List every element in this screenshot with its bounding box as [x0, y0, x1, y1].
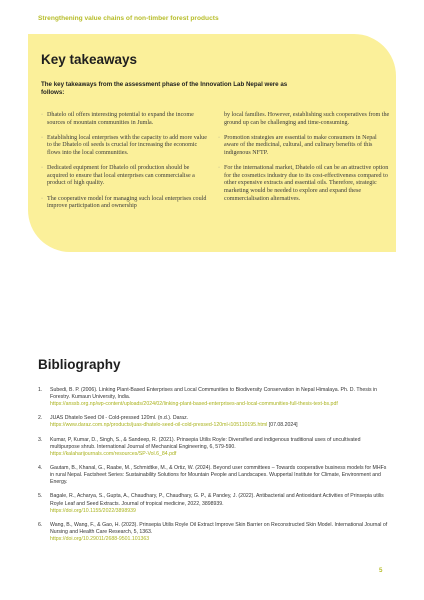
takeaway-text: Establishing local enterprises with the capacity to add more value to the Dhatelo oil seeds is crucial for increasing the economic flows into the local communities.	[47, 134, 207, 156]
bullet-icon: ·	[218, 165, 221, 172]
takeaway-text: For the international market, Dhatelo oil can be an attractive option for the cosmetics industry due to its cost-effectiveness compared to other expensive extracts and essential oils. Therefore, strategic marketing would be needed to explore and expand these commercialisation alternatives.	[224, 165, 389, 202]
entry-number: 2.	[38, 415, 43, 422]
bullet-icon: ·	[41, 112, 44, 118]
takeaways-right-column	[218, 112, 390, 211]
entry-number: 6.	[38, 521, 43, 528]
bibliography-entry	[38, 415, 388, 429]
takeaway-item-continued	[218, 112, 390, 127]
takeaway-item	[218, 165, 390, 203]
entry-number: 4.	[38, 465, 43, 472]
entry-citation: Subedi, B. P. (2006). Linking Plant-Based Enterprises and Local Communities to Biodiversity Conservation in Nepal Himalaya. Ph. D. Thesis in Forestry. Kumaun University, India.	[50, 387, 378, 401]
takeaway-item	[41, 135, 211, 158]
key-takeaways-intro: The key takeaways from the assessment phase of the Innovation Lab Nepal were as follows:	[41, 81, 288, 97]
entry-number: 3.	[38, 436, 43, 443]
entry-citation: JUAS Dhatelo Seed Oil - Cold-pressed 120ml. (n.d.). Daraz.	[50, 415, 189, 422]
entry-number: 1.	[38, 387, 43, 393]
bullet-icon: ·	[41, 165, 44, 172]
bibliography-heading: Bibliography	[38, 357, 121, 372]
bibliography-list	[38, 387, 388, 550]
entry-citation: Kumar, P, Kumar, D., Singh, S., & Sandeep, R. (2021). Prinsepia Utilis Royle: Diversified and indigenous traditional uses of uncultivated multipurpose shrub. International Journal of Mechanical Engineering, 6, 579-590.	[50, 436, 361, 450]
entry-number: 5.	[38, 493, 43, 500]
bibliography-entry	[38, 437, 388, 458]
takeaway-text: Dedicated equipment for Dhatelo oil production should be acquired to ensure that local enterprises can commercialise a product of high quality.	[47, 165, 195, 187]
page-number: 5	[379, 567, 383, 574]
bibliography-entry	[38, 465, 388, 486]
bibliography-entry	[38, 522, 388, 543]
bibliography-entry	[38, 387, 388, 408]
takeaway-text: Promotion strategies are essential to make consumers in Nepal aware of the medicinal, cultural, and culinary benefits of this indigenous NFTP.	[224, 134, 377, 156]
takeaway-item	[41, 165, 211, 188]
entry-citation: Bagale, R., Acharya, S., Gupta, A., Chaudhary, P., Chaudhary, G. P., & Pandey, J. (2022). Antibacterial and Antioxidant Activities of Prinsepia utilis Royle Leaf and Seed Extracts. Journal of tropical medicine, 2022, 3898939.	[50, 493, 384, 507]
entry-access-date: [07.08.2024]	[267, 422, 298, 429]
takeaway-text: The cooperative model for managing such local enterprises could improve participation and ownership	[47, 195, 207, 210]
entry-link[interactable]: https://kalaharijournals.com/resources/SP-Vol.6_84.pdf	[50, 450, 177, 457]
entry-link[interactable]: https://doi.org/10.1155/2022/3898939	[50, 507, 136, 514]
entry-link[interactable]: https://www.daraz.com.np/products/juas-dhatelo-seed-oil-cold-pressed-120ml-i105110195.html	[50, 422, 268, 429]
takeaway-item	[41, 196, 211, 211]
takeaway-text: by local families. However, establishing such cooperatives from the ground up can be challenging and time-consuming.	[224, 112, 390, 126]
takeaway-item	[41, 112, 211, 127]
takeaway-text: Dhatelo oil offers interesting potential to expand the income sources of mountain communities in Jumla.	[47, 112, 194, 126]
entry-citation: Wang, B., Wang, F., & Gao, H. (2023). Prinsepia Utilis Royle Oil Extract Improve Skin Barrier on Reconstructed Skin Model. International Journal of Nursing and Health Care Research, 5, 1363.	[50, 521, 388, 535]
bullet-icon: ·	[41, 134, 44, 141]
takeaways-left-column	[41, 112, 211, 218]
entry-link[interactable]: https://anssb.org.np/wp-content/uploads/2024/02/linking-plant-based-enterprises-and-local-communities-full-thesis-text-bs.pdf	[50, 401, 338, 408]
bullet-icon: ·	[218, 134, 221, 141]
bibliography-entry	[38, 493, 388, 514]
entry-citation: Gautam, B., Khanal, G., Raabe, M., Schmidtke, M., & Ortiz, W. (2024). Beyond user committees – Towards cooperative business models for MHFs in rural Nepal. Factsheet Series: Sustainability Solutions for Mountain People and Landscapes. Wuppertal Institute for Climate, Environment and Energy.	[50, 465, 387, 486]
running-header: Strengthening value chains of non-timber forest products	[38, 15, 219, 22]
entry-link[interactable]: https://doi.org/10.29011/2688-9501.101363	[50, 535, 150, 542]
bullet-icon: ·	[41, 195, 44, 202]
takeaway-item	[218, 135, 390, 158]
key-takeaways-heading: Key takeaways	[41, 52, 138, 67]
